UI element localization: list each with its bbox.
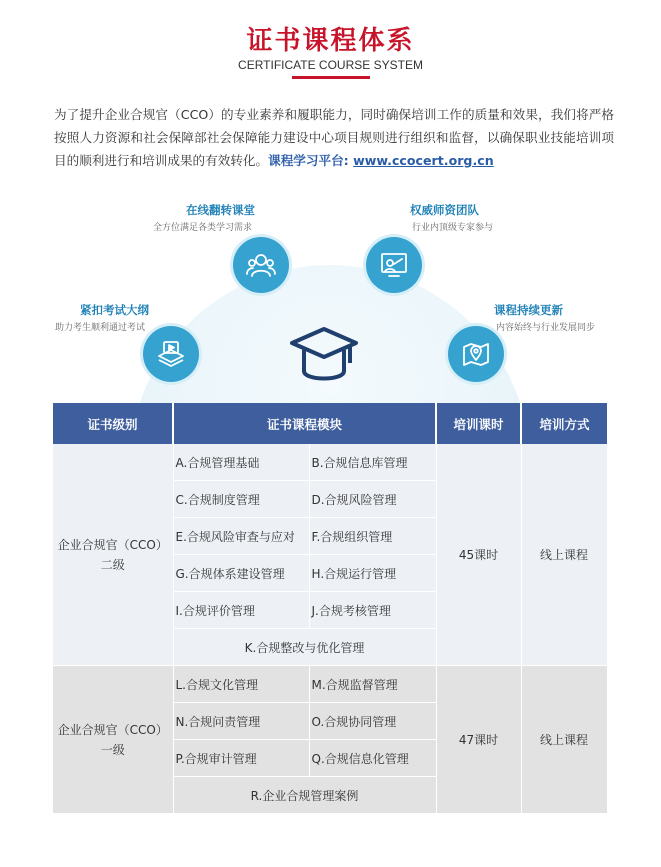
book-play-icon (155, 338, 187, 370)
mode-cell: 线上课程 (521, 444, 607, 666)
feature-desc-update: 内容始终与行业发展同步 (496, 323, 596, 333)
module-span-cell: K.合规整改与优化管理 (173, 629, 436, 666)
level-name: 企业合规官（CCO） (57, 537, 168, 552)
feature-title-faculty: 权威师资团队 (410, 203, 479, 217)
module-cell: I.合规评价管理 (173, 592, 309, 629)
feature-title-classroom: 在线翻转课堂 (186, 203, 255, 217)
module-cell: F.合规组织管理 (309, 518, 436, 555)
level-grade: 一级 (100, 742, 125, 757)
feature-title-exam: 紧扣考试大纲 (80, 303, 149, 317)
module-cell: M.合规监督管理 (309, 666, 436, 703)
table-header-row (53, 403, 607, 444)
platform-label: 课程学习平台: (268, 153, 354, 168)
feature-circle-faculty (366, 237, 422, 293)
module-cell: L.合规文化管理 (173, 666, 309, 703)
feature-circle-classroom (233, 237, 289, 293)
module-cell: A.合规管理基础 (173, 444, 309, 481)
header-mode: 培训方式 (521, 403, 607, 444)
feature-desc-classroom: 全方位满足各类学习需求 (153, 223, 253, 233)
module-span-cell: R.企业合规管理案例 (173, 777, 436, 814)
level-cell-1 (53, 666, 173, 814)
level-name: 企业合规官（CCO） (57, 722, 168, 737)
header-modules: 证书课程模块 (173, 403, 436, 444)
course-table (53, 403, 608, 814)
page-subtitle: CERTIFICATE COURSE SYSTEM (238, 58, 423, 72)
table-row (53, 444, 607, 481)
page-title: 证书课程体系 (246, 26, 415, 56)
module-cell: D.合规风险管理 (309, 481, 436, 518)
module-cell: P.合规审计管理 (173, 740, 309, 777)
header-hours: 培训课时 (436, 403, 521, 444)
module-cell: N.合规问责管理 (173, 703, 309, 740)
hours-cell: 47课时 (436, 666, 521, 814)
feature-desc-exam: 助力考生顺利通过考试 (55, 323, 146, 333)
feature-circle-update (448, 326, 504, 382)
intro-paragraph (54, 103, 614, 172)
group-icon (245, 249, 277, 281)
intro-text: 为了提升企业合规官（CCO）的专业素养和履职能力，同时确保培训工作的质量和效果，我们将严格按照人力资源和社会保障部社会保障能力建设中心项目规则进行组织和监督，以确保职业技能培训项目的顺利进行和培训成果的有效转化。 (54, 107, 614, 168)
module-cell: C.合规制度管理 (173, 481, 309, 518)
teacher-board-icon (378, 249, 410, 281)
feature-circle-exam (143, 326, 199, 382)
feature-desc-faculty: 行业内顶级专家参与 (412, 223, 494, 233)
header-level: 证书级别 (53, 403, 173, 444)
module-cell: Q.合规信息化管理 (309, 740, 436, 777)
map-pin-icon (460, 338, 492, 370)
table-row (53, 666, 607, 703)
module-cell: B.合规信息库管理 (309, 444, 436, 481)
level-grade: 二级 (100, 557, 125, 572)
hours-cell: 45课时 (436, 444, 521, 666)
module-cell: J.合规考核管理 (309, 592, 436, 629)
level-cell-2 (53, 444, 173, 666)
module-cell: E.合规风险审查与应对 (173, 518, 309, 555)
mode-cell: 线上课程 (521, 666, 607, 814)
graduation-cap-icon (288, 323, 360, 387)
module-cell: H.合规运行管理 (309, 555, 436, 592)
feature-title-update: 课程持续更新 (494, 303, 563, 317)
module-cell: O.合规协同管理 (309, 703, 436, 740)
platform-link[interactable]: www.ccocert.org.cn (353, 153, 494, 168)
module-cell: G.合规体系建设管理 (173, 555, 309, 592)
title-underline (292, 76, 370, 79)
